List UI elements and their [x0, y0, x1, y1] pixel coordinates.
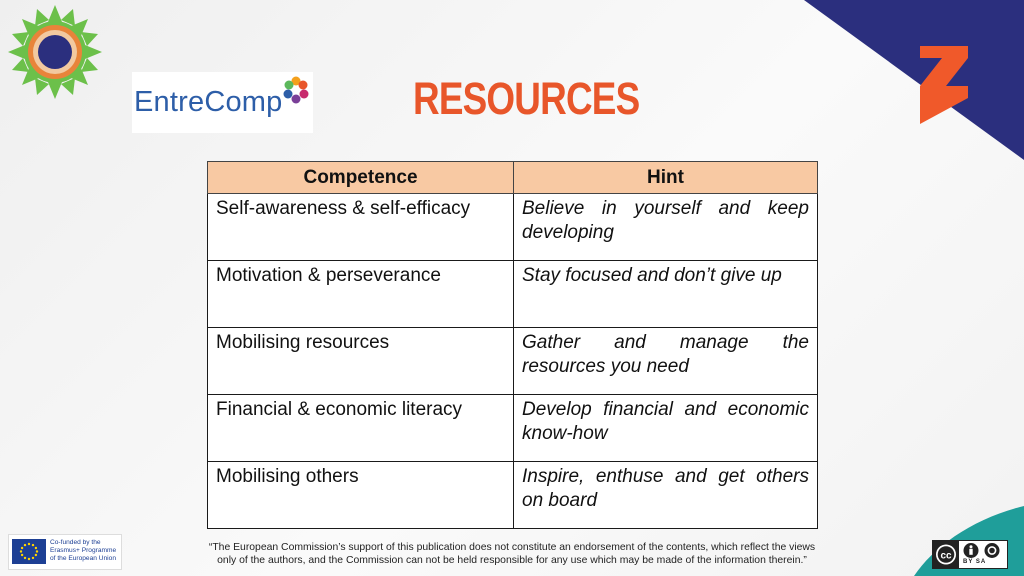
competence-cell: Motivation & perseverance [208, 261, 514, 328]
cc-license-badge [932, 540, 1008, 569]
cc-icon [933, 541, 959, 568]
header-competence: Competence [208, 162, 514, 194]
header-hint: Hint [514, 162, 818, 194]
flower-icon [282, 76, 310, 104]
hint-cell: Develop financial and economic know-how [514, 395, 818, 462]
hint-cell: Inspire, enthuse and get others on board [514, 462, 818, 529]
entrecomp-logo [132, 72, 313, 133]
competence-cell: Mobilising others [208, 462, 514, 529]
entrecomp-logo-text: EntreComp [134, 86, 283, 118]
sun-logo-icon [6, 4, 104, 100]
hint-cell: Stay focused and don’t give up [514, 261, 818, 328]
cc-license-label: BY SA [963, 559, 987, 565]
share-alike-icon [983, 542, 1001, 559]
competence-cell: Mobilising resources [208, 328, 514, 395]
resources-table [207, 161, 818, 529]
eu-cofunded-text: Co-funded by the Erasmus+ Programme of the European Union [50, 539, 117, 562]
table-row [208, 261, 818, 328]
svg-text:cc: cc [940, 550, 952, 562]
disclaimer-text: “The European Commission’s support of this publication does not constitute an endorsement of the contents, which reflect the views only of the authors, and the Commission can not be held responsible for any use which may be made of the information therein.” [208, 542, 816, 566]
corner-navy-shape [804, 0, 1024, 160]
hint-cell: Believe in yourself and keep developing [514, 194, 818, 261]
eu-flag-icon [12, 539, 46, 564]
eu-cofunded-badge [8, 534, 122, 570]
flag-logo-icon [918, 46, 968, 124]
table-row [208, 328, 818, 395]
page-title: RESOURCES [413, 73, 640, 124]
hint-cell: Gather and manage the resources you need [514, 328, 818, 395]
table-row [208, 194, 818, 261]
attribution-icon [962, 542, 980, 559]
table-row [208, 462, 818, 529]
competence-cell: Financial & economic literacy [208, 395, 514, 462]
table-row [208, 395, 818, 462]
table-header-row [208, 162, 818, 194]
competence-cell: Self-awareness & self-efficacy [208, 194, 514, 261]
